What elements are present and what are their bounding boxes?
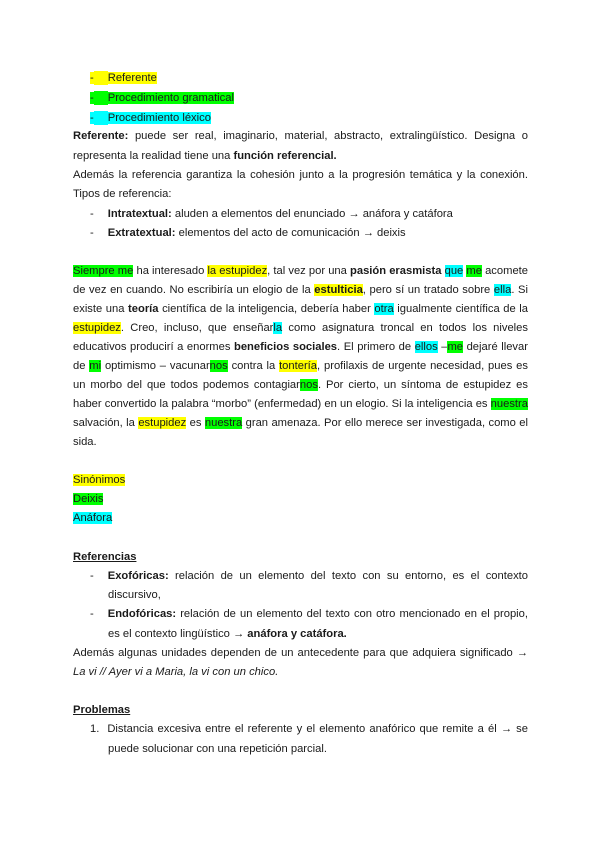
referencia-exoforica-cont: discursivo, — [108, 589, 161, 601]
referencia-endoforica: - Endofóricas: relación de un elemento del texto con otro mencionado en el propio, — [90, 608, 528, 620]
legend-label-referente: Referente — [107, 72, 157, 84]
legend-item-gramatical: - Procedimiento gramatical — [90, 92, 234, 104]
referente-label: Referente: — [73, 130, 129, 142]
passage-line10: sida. — [73, 436, 97, 448]
referencias-note: Además algunas unidades dependen de un antecedente para que adquiera significado → — [73, 647, 528, 659]
legend-dash: - — [90, 72, 94, 84]
passage-line9: salvación, la estupidez es nuestra gran amenaza. Por ello merece ser investigada, como el — [73, 417, 528, 429]
cohesion-line: Además la referencia garantiza la cohesión junto a la progresión temática y la conexión. — [73, 169, 528, 181]
tipos-heading: Tipos de referencia: — [73, 188, 172, 200]
passage-line5: educativos producirí a enormes beneficios sociales. El primero de ellos –me dejaré llevar — [73, 341, 528, 353]
problema-1-cont: puede solucionar con una repetición parcial. — [108, 743, 327, 755]
legend-anafora: Anáfora — [73, 512, 113, 524]
referente-definition-line1: Referente: puede ser real, imaginario, material, abstracto, extralingüístico. Designa o — [73, 130, 528, 142]
passage-line6: de mi optimismo – vacunarnos contra la tontería, profilaxis de urgente necesidad, pues es — [73, 360, 528, 372]
tipo-intratextual: - Intratextual: aluden a elementos del enunciado → anáfora y catáfora — [90, 208, 453, 220]
tipo-extratextual: - Extratextual: elementos del acto de comunicación → deixis — [90, 227, 406, 239]
referencias-example: La vi // Ayer vi a Maria, la vi con un chico. — [73, 666, 279, 678]
legend-item-referente — [90, 71, 157, 85]
passage-line3: existe una teoría científica de la inteligencia, debería haber otra igualmente científica de la — [73, 303, 529, 315]
problemas-heading: Problemas — [73, 704, 131, 716]
problema-1: 1. Distancia excesiva entre el referente y el elemento anafórico que remite a él → se — [90, 723, 528, 735]
referente-definition-line2: representa la realidad tiene una función referencial. — [73, 150, 337, 162]
legend-item-lexico: - Procedimiento léxico — [90, 112, 211, 124]
referencia-endoforica-cont: es el contexto lingüístico → anáfora y catáfora. — [108, 628, 347, 640]
passage-line8: haber convertido la palabra “morbo” (enfermedad) en un elogio. Si la inteligencia es nuestra — [73, 398, 528, 410]
referencias-heading: Referencias — [73, 551, 137, 563]
passage-line4: estupidez. Creo, incluso, que enseñarla como asignatura troncal en todos los niveles — [73, 322, 528, 334]
legend-sinonimos: Sinónimos — [73, 474, 126, 486]
passage-line1: Siempre me ha interesado la estupidez, tal vez por una pasión erasmista que me acomete — [73, 265, 528, 277]
legend-label-gramatical: Procedimiento gramatical — [107, 92, 234, 104]
passage-line7: un morbo del que todos podemos contagiarnos. Por cierto, un síntoma de estupidez es — [73, 379, 528, 391]
passage-line2: de vez en cuando. No escribiría un elogio de la estulticia, pero sí un tratado sobre ella. Si — [73, 284, 528, 296]
legend-label-lexico: Procedimiento léxico — [107, 112, 211, 124]
legend-deixis: Deixis — [73, 493, 104, 505]
referencia-exoforica: - Exofóricas: relación de un elemento del texto con su entorno, es el contexto — [90, 570, 528, 582]
